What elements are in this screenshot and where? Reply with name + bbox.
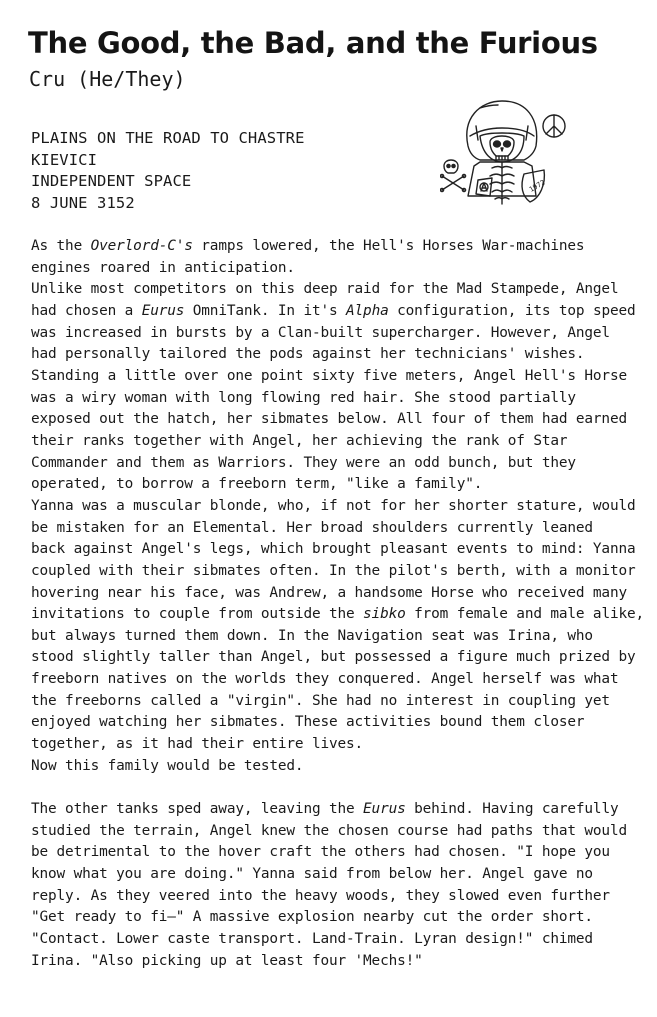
story-line: "Contact. Lower caste transport. Land-Train. Lyran design!" chimed xyxy=(31,930,593,947)
story-line: had chosen a Eurus OmniTank. In it's Alpha configuration, its top speed xyxy=(31,302,636,319)
story-line: was a wiry woman with long flowing red hair. She stood partially xyxy=(31,389,576,406)
story-line: reply. As they veered into the heavy woods, they slowed even further xyxy=(31,887,610,904)
tank-name: Eurus xyxy=(141,302,185,319)
story-line: had personally tailored the pods against her technicians' wishes. xyxy=(31,346,585,363)
story-line: "Get ready to fi—" A massive explosion nearby cut the order short. xyxy=(31,909,593,926)
story-line: As the Overlord-C's ramps lowered, the Hell's Horses War-machines xyxy=(31,238,585,254)
dateline-region: INDEPENDENT SPACE xyxy=(31,172,192,191)
story-line: studied the terrain, Angel knew the chosen course had paths that would xyxy=(31,822,627,839)
ship-name: Overlord-C's xyxy=(90,238,193,254)
story-line: enjoyed watching her sibmates. These activities bound them closer xyxy=(31,714,585,731)
sibko-term: sibko xyxy=(363,606,406,623)
story-line: back against Angel's legs, which brought pleasant events to mind: Yanna xyxy=(31,541,636,558)
story-line: Now this family would be tested. xyxy=(31,757,304,774)
story-line: was increased in bursts by a Clan-built supercharger. However, Angel xyxy=(31,324,610,341)
dateline-location: PLAINS ON THE ROAD TO CHASTRE xyxy=(31,129,305,147)
story-line: the freeborns called a "virgin". She had no interest in coupling yet xyxy=(31,692,610,709)
tank-name: Eurus xyxy=(363,801,406,818)
story-line: together, as it had their entire lives. xyxy=(31,736,364,753)
story-line: know what you are doing." Yanna said from below her. Angel gave no xyxy=(31,866,593,883)
dateline xyxy=(31,128,305,214)
story-line: hovering near his face, was Andrew, a handsome Horse who received many xyxy=(31,584,627,601)
story-line: Unlike most competitors on this deep raid for the Mad Stampede, Angel xyxy=(31,281,619,298)
shield-label: 1972 xyxy=(527,178,547,194)
story-line: coupled with their sibmates often. In the pilot's berth, with a monitor xyxy=(31,562,636,579)
story-line: operated, to borrow a freeborn term, "like a family". xyxy=(31,476,483,493)
config-name: Alpha xyxy=(346,302,389,319)
story-line: engines roared in anticipation. xyxy=(31,259,295,276)
story-line: be mistaken for an Elemental. Her broad shoulders currently leaned xyxy=(31,519,593,536)
story-line: Yanna was a muscular blonde, who, if not for her shorter stature, would xyxy=(31,497,636,514)
dateline-planet: KIEVICI xyxy=(31,150,98,169)
story-line: but always turned them down. In the Navigation seat was Irina, who xyxy=(31,627,593,644)
story-line: stood slightly taller than Angel, but possessed a figure much prized by xyxy=(31,649,636,666)
author-byline: Cru (He/They) xyxy=(29,67,186,91)
story-title: The Good, the Bad, and the Furious xyxy=(28,26,598,60)
paragraph-gap xyxy=(31,777,631,799)
story-line: their ranks together with Angel, her achieving the rank of Star xyxy=(31,432,568,449)
story-line: Irina. "Also picking up at least four 'Mechs!" xyxy=(31,952,423,969)
skull-pilot-helmet-illustration xyxy=(440,96,578,214)
story-line: freeborn natives on the worlds they conquered. Angel herself was what xyxy=(31,671,619,688)
story-line: Commander and them as Warriors. They were an odd bunch, but they xyxy=(31,454,576,471)
dateline-date: 8 JUNE 3152 xyxy=(31,193,135,212)
story-line: The other tanks sped away, leaving the Eurus behind. Having carefully xyxy=(31,801,619,818)
story-line: invitations to couple from outside the sibko from female and male alike, xyxy=(31,606,645,623)
story-line: exposed out the hatch, her sibmates below. All four of them had earned xyxy=(31,411,627,428)
story-line: Standing a little over one point sixty five meters, Angel Hell's Horse xyxy=(31,367,627,384)
story-line: be detrimental to the hover craft the others had chosen. "I hope you xyxy=(31,844,610,861)
story-body xyxy=(31,236,645,972)
